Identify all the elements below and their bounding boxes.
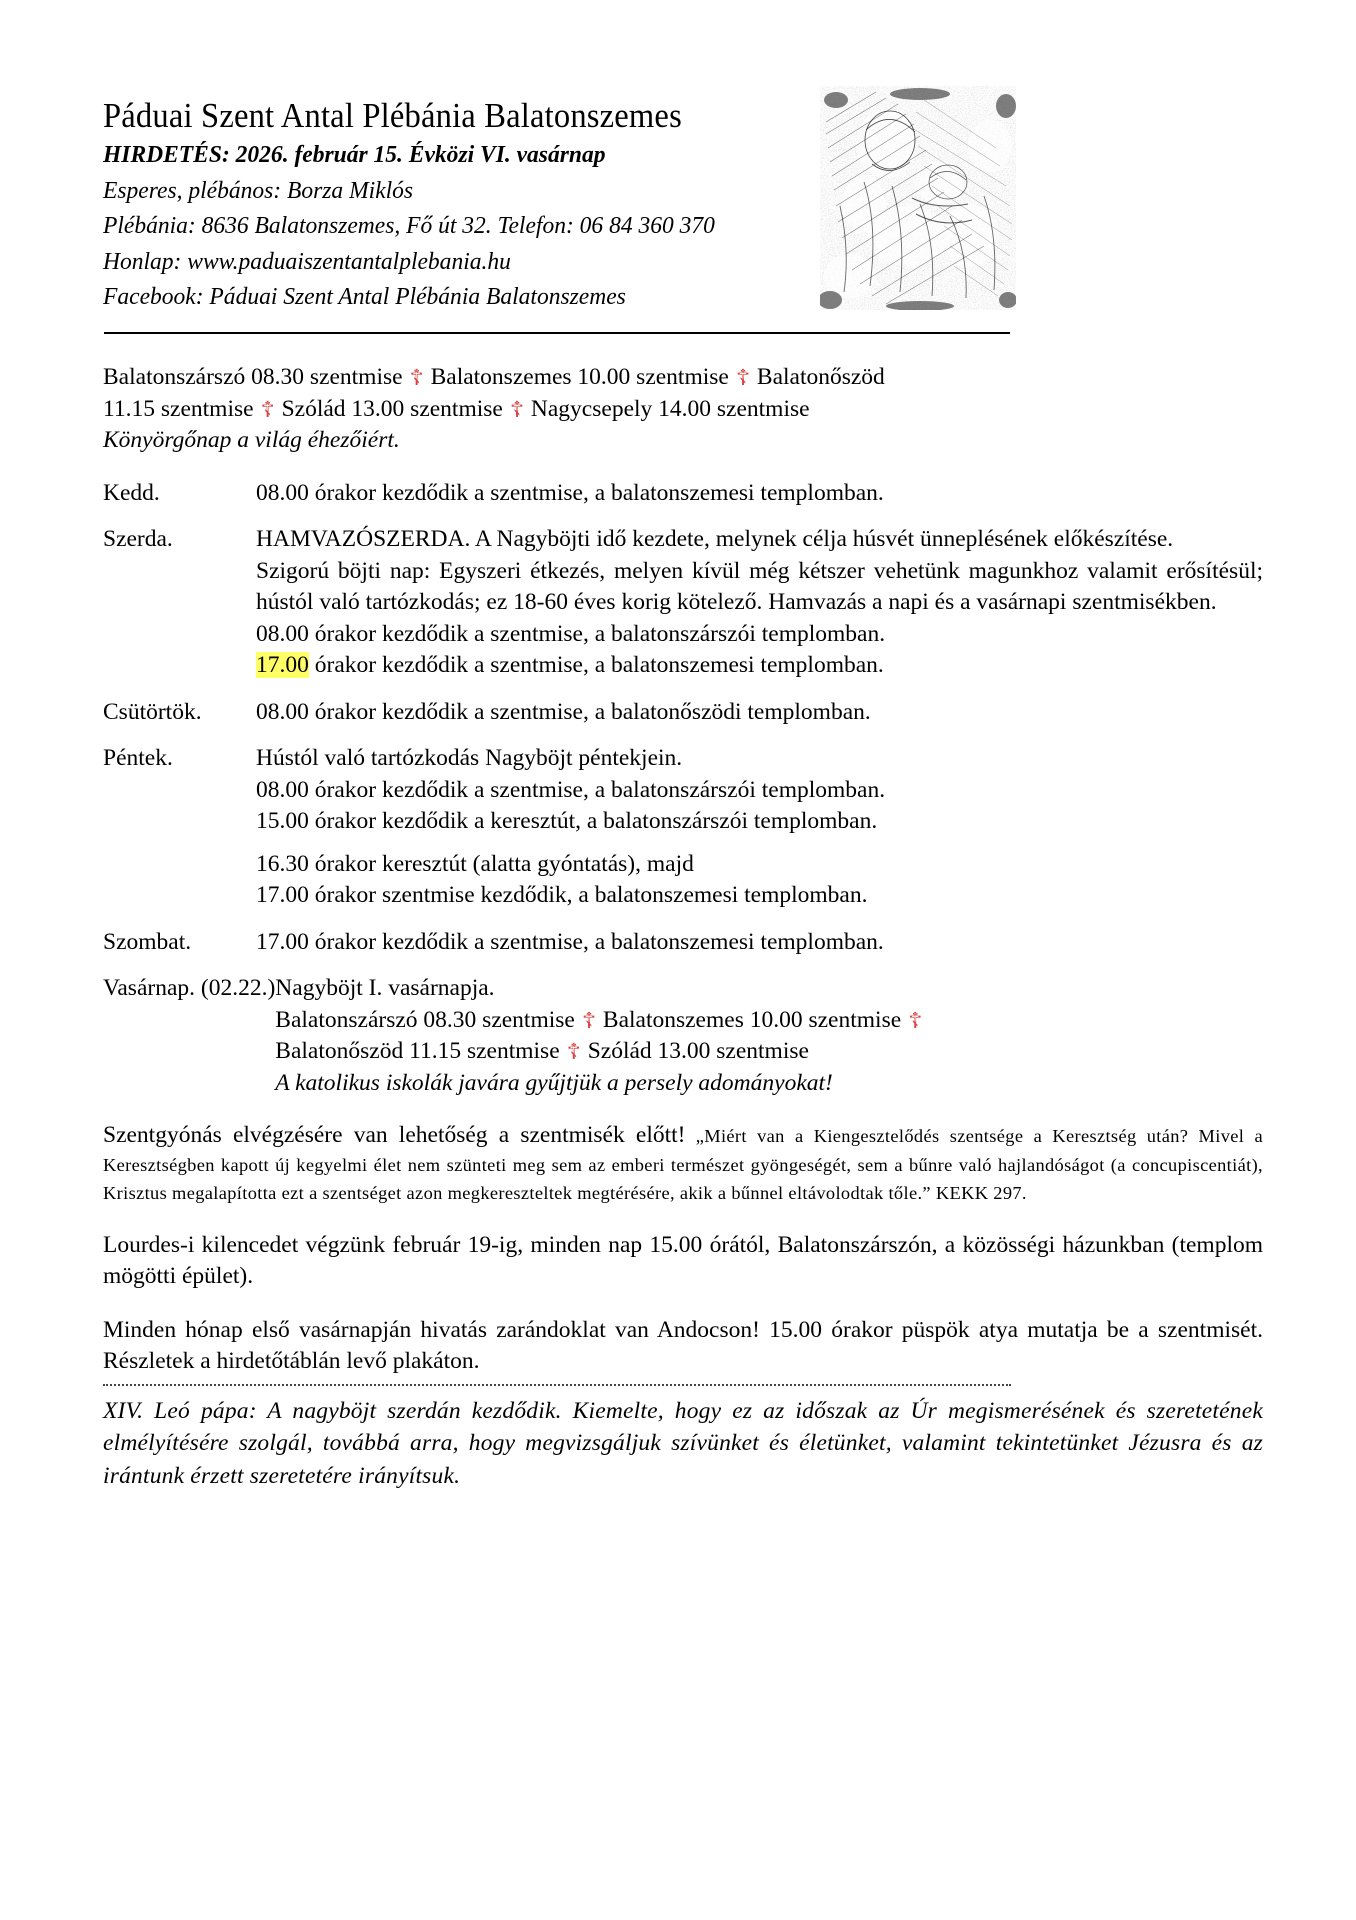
day-line: 17.00 órakor szentmise kezdődik, a balatonszemesi templomban. xyxy=(256,882,868,908)
confession-leadin: Szentgyónás elvégzésére van lehetőség a szentmisék előtt! xyxy=(103,1122,686,1148)
table-row xyxy=(103,478,1263,510)
day-description xyxy=(275,973,1263,1099)
day-label: Csütörtök. xyxy=(103,698,202,725)
cross-separator-icon: ☦ xyxy=(409,366,424,391)
intention-line: Könyörgőnap a világ éhezőiért. xyxy=(103,427,400,453)
andocs-paragraph: Minden hónap első vasárnapján hivatás zarándoklat van Andocson! 15.00 órakor püspök atya mutatja be a szentmisét. Részletek a hirdetőtáblán levő plakáton. xyxy=(103,1316,1263,1374)
bulletin-date-line: HIRDETÉS: 2026. február 15. Évközi VI. vasárnap xyxy=(103,141,606,168)
mass-line-1 xyxy=(103,362,1263,394)
sunday-mass-schedule xyxy=(103,362,1263,457)
table-row xyxy=(103,927,1263,959)
mass-line2-b: Szólád 13.00 szentmise xyxy=(281,395,503,422)
facebook-line: Facebook: Páduai Szent Antal Plébánia Balatonszemes xyxy=(103,283,626,310)
day-line: 08.00 órakor kezdődik a szentmise, a balatonőszödi templomban. xyxy=(256,698,871,725)
next-mass-c: Balatonőszöd 11.15 szentmise xyxy=(275,1038,560,1064)
next-mass-a: Balatonszárszó 08.30 szentmise xyxy=(275,1006,575,1033)
status-badge: 17.00 xyxy=(256,652,309,678)
day-line xyxy=(275,1005,1263,1037)
day-label-main: Vasárnap. xyxy=(103,975,196,1001)
day-line-rest: órakor kezdődik a szentmise, a balatonszemesi templomban. xyxy=(308,652,884,678)
day-line: 15.00 órakor kezdődik a keresztút, a balatonszárszói templomban. xyxy=(256,808,878,834)
day-description xyxy=(256,743,1263,912)
pastor-line: Esperes, plébános: Borza Miklós xyxy=(103,176,414,204)
table-row-next-sunday xyxy=(103,973,1263,1099)
website-line: Honlap: www.paduaiszentantalplebania.hu xyxy=(103,247,511,275)
day-line: 08.00 órakor kezdődik a szentmise, a balatonszemesi templomban. xyxy=(256,479,884,506)
page-title: Páduai Szent Antal Plébánia Balatonszemes xyxy=(103,96,682,135)
cross-separator-icon: ☦ xyxy=(908,1008,923,1034)
cross-separator-icon: ☦ xyxy=(509,397,525,423)
mass-line1-b: Balatonszemes 10.00 szentmise xyxy=(430,364,729,390)
table-row xyxy=(103,743,1263,912)
day-description xyxy=(256,927,1263,959)
next-mass-b: Balatonszemes 10.00 szentmise xyxy=(602,1006,902,1033)
day-line: Szigorú böjti nap: Egyszeri étkezés, melyen kívül még kétszer vehetünk magunkhoz valamit erősítésül; hústól való tartózkodás; ez 18-60 éves korig kötelező. Hamvazás a napi és a vasárnapi szentmisékben. xyxy=(256,557,1263,615)
cross-separator-icon: ☦ xyxy=(581,1008,597,1034)
catechism-quote: „Miért van a Kiengesztelődés szentsége a Keresztség után? Mivel a Keresztségben kapott új kegyelmi élet nem szünteti meg sem az emberi természet gyöngeségét, sem a bűnre való hajlandóságot (a concupiscentiát), Krisztus megalapította ezt a szentséget azon megkereszteltek megtérésére, akik a bűnnel eltávolodtak tőle.” xyxy=(103,1126,1263,1203)
saint-anthony-with-child-jesus-engraving xyxy=(820,86,1016,310)
day-description xyxy=(256,478,1263,510)
section-divider xyxy=(103,1384,1011,1386)
cross-separator-icon: ☦ xyxy=(566,1040,581,1065)
parish-address-line: Plébánia: 8636 Balatonszemes, Fő út 32. Telefon: 06 84 360 370 xyxy=(103,212,715,239)
table-row xyxy=(103,524,1263,682)
day-line: HAMVAZÓSZERDA. A Nagyböjti idő kezdete, melynek célja húsvét ünneplésének előkészítése. xyxy=(256,526,1174,552)
cross-separator-icon: ☦ xyxy=(735,366,751,391)
mass-line2-c: Nagycsepely 14.00 szentmise xyxy=(530,395,810,422)
header-divider xyxy=(104,332,1010,334)
day-line: Hústól való tartózkodás Nagyböjt péntekjein. xyxy=(256,745,683,771)
day-line xyxy=(275,1036,1263,1068)
day-line-highlighted xyxy=(256,650,1263,682)
day-label: Szombat. xyxy=(103,928,192,955)
day-line: 17.00 órakor kezdődik a szentmise, a balatonszemesi templomban. xyxy=(256,928,884,955)
weekday-schedule xyxy=(103,478,1263,1100)
mass-line1-c: Balatonőszöd xyxy=(756,364,885,390)
day-line: 16.30 órakor keresztút (alatta gyóntatás), majd xyxy=(256,850,694,877)
next-mass-d: Szólád 13.00 szentmise xyxy=(587,1038,809,1064)
day-label xyxy=(103,973,275,1005)
collection-note: A katolikus iskolák javára gyűjtjük a persely adományokat! xyxy=(275,1069,833,1096)
day-line: Nagyböjt I. vasárnapja. xyxy=(275,975,495,1001)
day-label-date: (02.22.) xyxy=(200,975,276,1001)
catechism-reference: KEKK 297. xyxy=(935,1183,1027,1203)
mass-line1-a: Balatonszárszó 08.30 szentmise xyxy=(103,364,403,390)
mass-line-2 xyxy=(103,394,1263,426)
pope-note-paragraph: XIV. Leó pápa: A nagyböjt szerdán kezdődik. Kiemelte, hogy ez az időszak az Úr megismerésének és szeretetének elmélyítésére szolgál, továbbá arra, hogy megvizsgáljuk szívünket és életünket, valamint tekintetünket Jézusra és az irántunk érzett szeretetére irányítsuk. xyxy=(103,1397,1263,1489)
mass-line2-a: 11.15 szentmise xyxy=(103,395,254,422)
bulletin-body xyxy=(103,362,1263,1492)
day-line: 08.00 órakor kezdődik a szentmise, a balatonszárszói templomban. xyxy=(256,776,886,803)
day-line: 08.00 órakor kezdődik a szentmise, a balatonszárszói templomban. xyxy=(256,620,886,647)
day-label: Kedd. xyxy=(103,479,160,506)
lourdes-paragraph: Lourdes-i kilencedet végzünk február 19-ig, minden nap 15.00 órától, Balatonszárszón, a közösségi házunkban (templom mögötti épület). xyxy=(103,1231,1263,1289)
table-row xyxy=(103,697,1263,729)
day-description xyxy=(256,697,1263,729)
day-label: Péntek. xyxy=(103,745,173,771)
day-label: Szerda. xyxy=(103,526,173,552)
cross-separator-icon: ☦ xyxy=(260,397,275,423)
confession-paragraph xyxy=(103,1121,1263,1208)
day-description xyxy=(256,524,1263,682)
parish-header xyxy=(103,94,1253,315)
